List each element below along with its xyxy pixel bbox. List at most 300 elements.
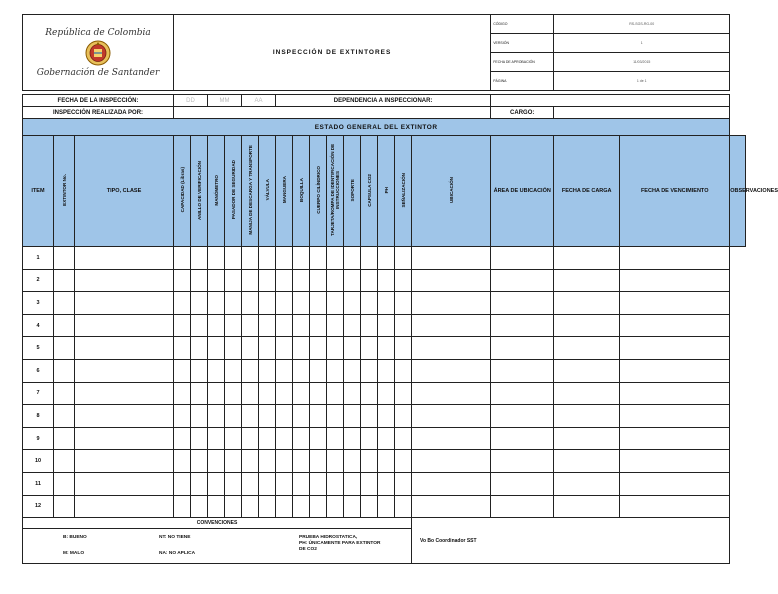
row-cell[interactable]: [620, 337, 730, 360]
row-cell[interactable]: [395, 314, 412, 337]
row-cell[interactable]: [554, 450, 620, 473]
row-cell[interactable]: [225, 292, 242, 315]
table-row: [23, 382, 746, 405]
row-cell[interactable]: [310, 337, 327, 360]
row-cell[interactable]: [174, 382, 191, 405]
dependency-field[interactable]: [491, 95, 730, 107]
row-cell[interactable]: [208, 314, 225, 337]
row-cell[interactable]: [54, 292, 75, 315]
col-check-3: MANÓMETRO: [208, 136, 225, 247]
row-cell[interactable]: [191, 247, 208, 270]
row-cell[interactable]: [208, 495, 225, 518]
row-cell[interactable]: [620, 292, 730, 315]
row-cell[interactable]: [378, 247, 395, 270]
row-cell[interactable]: [361, 427, 378, 450]
row-cell[interactable]: [395, 337, 412, 360]
row-cell[interactable]: [554, 247, 620, 270]
logo-top-text: República de Colombia: [45, 27, 151, 38]
row-cell[interactable]: [276, 472, 293, 495]
date-aa[interactable]: AA: [242, 95, 276, 107]
row-cell[interactable]: [412, 405, 491, 428]
row-cell[interactable]: [191, 314, 208, 337]
row-cell[interactable]: [361, 292, 378, 315]
general-status-band: ESTADO GENERAL DEL EXTINTOR: [23, 119, 730, 136]
row-cell[interactable]: [412, 359, 491, 382]
col-check-11: SOPORTE: [344, 136, 361, 247]
col-check-13: PH: [378, 136, 395, 247]
table-row: [23, 450, 746, 473]
meta-value-page: 1 de 1: [554, 72, 730, 91]
row-cell[interactable]: [225, 450, 242, 473]
row-cell[interactable]: [344, 427, 361, 450]
row-cell[interactable]: [395, 247, 412, 270]
row-cell[interactable]: [395, 427, 412, 450]
row-cell[interactable]: [491, 247, 554, 270]
row-number: 8: [23, 405, 54, 428]
row-cell[interactable]: [174, 359, 191, 382]
row-cell[interactable]: [395, 292, 412, 315]
row-cell[interactable]: [191, 495, 208, 518]
inspection-date-label: FECHA DE LA INSPECCIÓN:: [23, 95, 174, 107]
row-cell[interactable]: [276, 292, 293, 315]
row-cell[interactable]: [378, 269, 395, 292]
row-cell[interactable]: [620, 382, 730, 405]
row-cell[interactable]: [191, 472, 208, 495]
row-cell[interactable]: [259, 450, 276, 473]
row-number: 11: [23, 472, 54, 495]
row-cell[interactable]: [378, 359, 395, 382]
date-dd[interactable]: DD: [174, 95, 208, 107]
row-cell[interactable]: [276, 337, 293, 360]
row-cell[interactable]: [554, 269, 620, 292]
row-cell[interactable]: [620, 247, 730, 270]
row-cell[interactable]: [361, 337, 378, 360]
row-cell[interactable]: [327, 314, 344, 337]
row-cell[interactable]: [54, 427, 75, 450]
row-cell[interactable]: [344, 405, 361, 428]
row-cell[interactable]: [344, 247, 361, 270]
row-cell[interactable]: [491, 292, 554, 315]
row-cell[interactable]: [242, 382, 259, 405]
row-cell[interactable]: [412, 292, 491, 315]
row-cell[interactable]: [395, 269, 412, 292]
row-cell[interactable]: [395, 495, 412, 518]
row-cell[interactable]: [412, 427, 491, 450]
row-cell[interactable]: [395, 359, 412, 382]
row-cell[interactable]: [491, 337, 554, 360]
row-cell[interactable]: [554, 427, 620, 450]
row-number: 1: [23, 247, 54, 270]
row-cell[interactable]: [242, 292, 259, 315]
row-cell[interactable]: [620, 427, 730, 450]
row-cell[interactable]: [293, 382, 310, 405]
meta-label-approval-date: FECHA DE APROBACIÓN: [491, 53, 554, 72]
row-cell[interactable]: [242, 359, 259, 382]
row-cell[interactable]: [225, 405, 242, 428]
row-cell[interactable]: [344, 495, 361, 518]
row-cell[interactable]: [191, 359, 208, 382]
row-cell[interactable]: [361, 472, 378, 495]
row-cell[interactable]: [554, 382, 620, 405]
row-cell[interactable]: [54, 337, 75, 360]
row-cell[interactable]: [259, 382, 276, 405]
form-title: INSPECCIÓN DE EXTINTORES: [174, 15, 491, 91]
row-cell[interactable]: [412, 450, 491, 473]
row-cell[interactable]: [620, 359, 730, 382]
row-cell[interactable]: [327, 337, 344, 360]
col-extintor: EXTINTOR No.: [54, 136, 75, 247]
row-cell[interactable]: [293, 359, 310, 382]
row-cell[interactable]: [293, 292, 310, 315]
row-cell[interactable]: [412, 247, 491, 270]
row-cell[interactable]: [174, 450, 191, 473]
row-cell[interactable]: [259, 314, 276, 337]
row-cell[interactable]: [395, 405, 412, 428]
row-cell[interactable]: [344, 337, 361, 360]
row-cell[interactable]: [361, 405, 378, 428]
inspected-by-field[interactable]: [174, 107, 491, 119]
row-number: 7: [23, 382, 54, 405]
row-cell[interactable]: [276, 405, 293, 428]
table-row: [23, 292, 746, 315]
row-cell[interactable]: [395, 382, 412, 405]
row-cell[interactable]: [310, 495, 327, 518]
row-cell[interactable]: [174, 405, 191, 428]
row-cell[interactable]: [225, 382, 242, 405]
row-cell[interactable]: [344, 382, 361, 405]
row-cell[interactable]: [310, 314, 327, 337]
row-cell[interactable]: [75, 337, 174, 360]
row-cell[interactable]: [620, 472, 730, 495]
col-check-15: UBICACIÓN: [412, 136, 491, 247]
inspection-rows: [23, 247, 746, 518]
row-cell[interactable]: [54, 472, 75, 495]
row-cell[interactable]: [259, 427, 276, 450]
coat-of-arms-icon: [85, 40, 111, 66]
row-cell[interactable]: [491, 472, 554, 495]
row-cell[interactable]: [412, 495, 491, 518]
row-cell[interactable]: [361, 314, 378, 337]
row-cell[interactable]: [378, 427, 395, 450]
table-row: [23, 495, 746, 518]
row-cell[interactable]: [620, 405, 730, 428]
row-cell[interactable]: [327, 359, 344, 382]
row-cell[interactable]: [225, 495, 242, 518]
row-cell[interactable]: [378, 405, 395, 428]
row-cell[interactable]: [412, 337, 491, 360]
row-cell[interactable]: [327, 427, 344, 450]
row-cell[interactable]: [225, 269, 242, 292]
col-check-12: CAPSULA CO2: [361, 136, 378, 247]
row-cell[interactable]: [75, 359, 174, 382]
row-cell[interactable]: [310, 427, 327, 450]
row-cell[interactable]: [293, 472, 310, 495]
row-cell[interactable]: [191, 450, 208, 473]
row-cell[interactable]: [491, 450, 554, 473]
row-cell[interactable]: [276, 247, 293, 270]
row-cell[interactable]: [225, 314, 242, 337]
table-row: [23, 427, 746, 450]
row-cell[interactable]: [276, 382, 293, 405]
row-cell[interactable]: [361, 450, 378, 473]
row-cell[interactable]: [310, 405, 327, 428]
col-check-1: CAPACIDAD (Libras): [174, 136, 191, 247]
table-row: [23, 269, 746, 292]
row-cell[interactable]: [395, 450, 412, 473]
row-number: 5: [23, 337, 54, 360]
dependency-label: DEPENDENCIA A INSPECCIONAR:: [276, 95, 491, 107]
row-cell[interactable]: [208, 269, 225, 292]
row-cell[interactable]: [75, 269, 174, 292]
row-cell[interactable]: [491, 382, 554, 405]
row-cell[interactable]: [327, 247, 344, 270]
row-cell[interactable]: [310, 382, 327, 405]
row-cell[interactable]: [191, 382, 208, 405]
row-cell[interactable]: [259, 405, 276, 428]
row-cell[interactable]: [293, 337, 310, 360]
row-cell[interactable]: [491, 269, 554, 292]
row-cell[interactable]: [174, 495, 191, 518]
table-row: [23, 359, 746, 382]
row-cell[interactable]: [242, 247, 259, 270]
row-cell[interactable]: [378, 292, 395, 315]
row-cell[interactable]: [276, 359, 293, 382]
row-cell[interactable]: [620, 269, 730, 292]
row-cell[interactable]: [208, 292, 225, 315]
meta-label-code: CÓDIGO: [491, 15, 554, 34]
row-cell[interactable]: [327, 450, 344, 473]
row-cell[interactable]: [412, 314, 491, 337]
inspected-by-label: INSPECCIÓN REALIZADA POR:: [23, 107, 174, 119]
row-cell[interactable]: [412, 382, 491, 405]
row-number: 10: [23, 450, 54, 473]
row-cell[interactable]: [327, 292, 344, 315]
row-cell[interactable]: [174, 472, 191, 495]
row-cell[interactable]: [378, 495, 395, 518]
row-number: 3: [23, 292, 54, 315]
row-cell[interactable]: [242, 472, 259, 495]
row-cell[interactable]: [491, 314, 554, 337]
row-cell[interactable]: [174, 292, 191, 315]
row-cell[interactable]: [225, 337, 242, 360]
row-cell[interactable]: [327, 495, 344, 518]
row-cell[interactable]: [344, 269, 361, 292]
row-cell[interactable]: [174, 314, 191, 337]
row-cell[interactable]: [174, 427, 191, 450]
row-cell[interactable]: [54, 269, 75, 292]
position-field[interactable]: [554, 107, 730, 119]
row-cell[interactable]: [54, 247, 75, 270]
meta-value-code: RS-SGS-RG-00: [554, 15, 730, 34]
col-check-5: MANIJA DE DESCARGA Y TRANSPORTE: [242, 136, 259, 247]
row-cell[interactable]: [293, 314, 310, 337]
row-cell[interactable]: [293, 450, 310, 473]
row-cell[interactable]: [491, 427, 554, 450]
row-cell[interactable]: [54, 495, 75, 518]
row-cell[interactable]: [259, 472, 276, 495]
row-cell[interactable]: [554, 359, 620, 382]
row-cell[interactable]: [378, 314, 395, 337]
legend-ph: PRUEBA HIDROSTATICA, PH: ÚNICAMENTE PARA EXTINTOR DE CO2: [299, 535, 381, 553]
row-cell[interactable]: [208, 359, 225, 382]
row-cell[interactable]: [361, 359, 378, 382]
row-cell[interactable]: [208, 450, 225, 473]
row-cell[interactable]: [208, 337, 225, 360]
row-cell[interactable]: [361, 247, 378, 270]
row-cell[interactable]: [75, 405, 174, 428]
row-cell[interactable]: [378, 450, 395, 473]
row-cell[interactable]: [174, 269, 191, 292]
row-cell[interactable]: [276, 495, 293, 518]
row-cell[interactable]: [75, 314, 174, 337]
row-cell[interactable]: [225, 427, 242, 450]
col-fecha-vencimiento: FECHA DE VENCIMIENTO: [620, 136, 730, 247]
row-cell[interactable]: [259, 269, 276, 292]
row-cell[interactable]: [54, 359, 75, 382]
table-row: [23, 472, 746, 495]
row-cell[interactable]: [293, 405, 310, 428]
row-cell[interactable]: [208, 472, 225, 495]
col-item: ITEM: [23, 136, 54, 247]
row-cell[interactable]: [208, 247, 225, 270]
row-cell[interactable]: [276, 269, 293, 292]
row-cell[interactable]: [361, 382, 378, 405]
row-cell[interactable]: [75, 427, 174, 450]
row-cell[interactable]: [620, 495, 730, 518]
row-cell[interactable]: [412, 269, 491, 292]
row-cell[interactable]: [191, 405, 208, 428]
row-cell[interactable]: [242, 314, 259, 337]
row-cell[interactable]: [293, 269, 310, 292]
row-cell[interactable]: [310, 359, 327, 382]
row-cell[interactable]: [174, 337, 191, 360]
row-cell[interactable]: [293, 495, 310, 518]
row-cell[interactable]: [276, 427, 293, 450]
row-cell[interactable]: [554, 405, 620, 428]
row-cell[interactable]: [554, 292, 620, 315]
table-row: [23, 337, 746, 360]
row-cell[interactable]: [276, 450, 293, 473]
col-check-8: BOQUILLA: [293, 136, 310, 247]
row-cell[interactable]: [242, 269, 259, 292]
row-cell[interactable]: [554, 495, 620, 518]
col-observaciones: OBSERVACIONES: [730, 136, 746, 247]
row-cell[interactable]: [259, 359, 276, 382]
row-cell[interactable]: [191, 292, 208, 315]
row-cell[interactable]: [259, 247, 276, 270]
row-cell[interactable]: [259, 495, 276, 518]
row-cell[interactable]: [75, 247, 174, 270]
row-cell[interactable]: [75, 382, 174, 405]
row-cell[interactable]: [242, 337, 259, 360]
row-cell[interactable]: [242, 450, 259, 473]
row-cell[interactable]: [491, 359, 554, 382]
row-cell[interactable]: [225, 359, 242, 382]
row-cell[interactable]: [225, 472, 242, 495]
row-number: 6: [23, 359, 54, 382]
row-cell[interactable]: [491, 405, 554, 428]
row-cell[interactable]: [293, 247, 310, 270]
row-cell[interactable]: [378, 472, 395, 495]
logo-block: [23, 15, 174, 91]
row-cell[interactable]: [327, 382, 344, 405]
row-cell[interactable]: [75, 292, 174, 315]
row-cell[interactable]: [276, 314, 293, 337]
row-cell[interactable]: [208, 427, 225, 450]
row-cell[interactable]: [620, 450, 730, 473]
row-cell[interactable]: [378, 337, 395, 360]
row-cell[interactable]: [242, 405, 259, 428]
row-cell[interactable]: [310, 472, 327, 495]
form-table: [22, 14, 778, 564]
row-cell[interactable]: [54, 382, 75, 405]
vobo-label: Vo Bo Coordinador SST: [412, 518, 730, 564]
row-cell[interactable]: [242, 427, 259, 450]
row-cell[interactable]: [327, 472, 344, 495]
row-cell[interactable]: [491, 495, 554, 518]
row-cell[interactable]: [327, 405, 344, 428]
row-cell[interactable]: [54, 314, 75, 337]
row-cell[interactable]: [191, 269, 208, 292]
row-cell[interactable]: [395, 472, 412, 495]
row-cell[interactable]: [327, 269, 344, 292]
row-cell[interactable]: [293, 427, 310, 450]
row-cell[interactable]: [310, 450, 327, 473]
row-cell[interactable]: [554, 472, 620, 495]
row-cell[interactable]: [242, 495, 259, 518]
row-cell[interactable]: [75, 450, 174, 473]
row-cell[interactable]: [412, 472, 491, 495]
row-cell[interactable]: [361, 269, 378, 292]
col-check-10: TARJETA/ROMPA DE IDENTIFICACIÓN DE INSTRUCCIONES: [327, 136, 344, 247]
row-cell[interactable]: [75, 472, 174, 495]
row-cell[interactable]: [344, 359, 361, 382]
meta-label-page: PÁGINA: [491, 72, 554, 91]
row-cell[interactable]: [310, 247, 327, 270]
row-cell[interactable]: [191, 337, 208, 360]
row-cell[interactable]: [554, 337, 620, 360]
row-cell[interactable]: [208, 382, 225, 405]
row-cell[interactable]: [344, 314, 361, 337]
row-cell[interactable]: [191, 427, 208, 450]
row-cell[interactable]: [259, 292, 276, 315]
row-cell[interactable]: [54, 450, 75, 473]
col-check-4: PASADOR DE SEGURIDAD: [225, 136, 242, 247]
row-cell[interactable]: [620, 314, 730, 337]
row-cell[interactable]: [344, 472, 361, 495]
col-fecha-carga: FECHA DE CARGA: [554, 136, 620, 247]
logo-bottom-text: Gobernación de Santander: [36, 67, 160, 78]
meta-label-version: VERSIÓN: [491, 34, 554, 53]
inspection-form: [22, 14, 778, 564]
row-cell[interactable]: [54, 405, 75, 428]
row-cell[interactable]: [259, 337, 276, 360]
legend-no-aplica: NA: NO APLICA: [159, 551, 196, 557]
row-cell[interactable]: [378, 382, 395, 405]
row-cell[interactable]: [208, 405, 225, 428]
row-cell[interactable]: [174, 247, 191, 270]
row-cell[interactable]: [75, 495, 174, 518]
date-mm[interactable]: MM: [208, 95, 242, 107]
row-cell[interactable]: [361, 495, 378, 518]
row-cell[interactable]: [225, 247, 242, 270]
row-cell[interactable]: [344, 450, 361, 473]
row-cell[interactable]: [344, 292, 361, 315]
col-check-6: VÁLVULA: [259, 136, 276, 247]
row-cell[interactable]: [554, 314, 620, 337]
row-cell[interactable]: [310, 292, 327, 315]
row-cell[interactable]: [310, 269, 327, 292]
